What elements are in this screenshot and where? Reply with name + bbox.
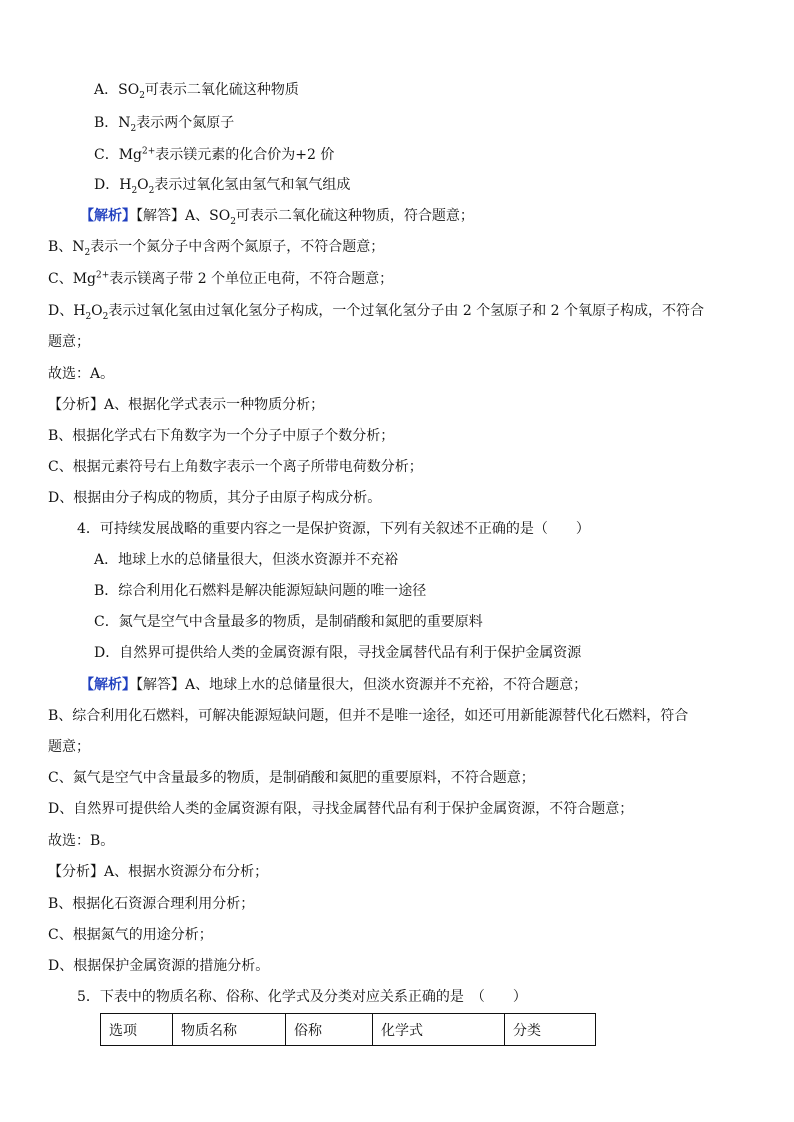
q4-stem: 4．可持续发展战略的重要内容之一是保护资源，下列有关叙述不正确的是（ ） [77, 521, 590, 537]
q3-analysis-a: 【分析】A、根据化学式表示一种物质分析； [48, 397, 325, 413]
jieda-tag: 【解答】 [136, 677, 185, 693]
jiexi-tag: 【解析】 [80, 208, 136, 224]
q3-option-b: B．$N_2$表示两个氮原子 [94, 115, 235, 134]
q4-solution-line-b-cont: 题意； [48, 739, 90, 755]
q4-answer: 故选：B。 [48, 833, 115, 849]
q4-option-a: A．地球上水的总储量很大，但淡水资源并不充裕 [94, 552, 399, 568]
q4-analysis-d: D、根据保护金属资源的措施分析。 [48, 958, 270, 974]
q5-stem: 5．下表中的物质名称、俗称、化学式及分类对应关系正确的是 （ ） [77, 989, 527, 1005]
q3-solution-line-d-cont: 题意； [48, 334, 90, 350]
q3-analysis-b: B、根据化学式右下角数字为一个分子中原子个数分析； [48, 428, 395, 444]
q4-option-d: D．自然界可提供给人类的金属资源有限，寻找金属替代品有利于保护金属资源 [94, 645, 582, 661]
q4-solution-line-a: 【解析】【解答】A、地球上水的总储量很大，但淡水资源并不充裕，不符合题意； [80, 677, 588, 693]
jiexi-tag: 【解析】 [80, 677, 136, 693]
q3-answer: 故选：A。 [48, 366, 115, 382]
q4-solution-line-c: C、氮气是空气中含量最多的物质，是制硝酸和氮肥的重要原料，不符合题意； [48, 770, 535, 786]
q4-analysis-a: 【分析】A、根据水资源分布分析； [48, 864, 269, 880]
table-header-cell: 物质名称 [173, 1014, 286, 1046]
q4-option-b: B．综合利用化石燃料是解决能源短缺问题的唯一途径 [94, 583, 427, 599]
q4-option-c: C．氮气是空气中含量最多的物质，是制硝酸和氮肥的重要原料 [94, 614, 483, 630]
analysis-tag: 【分析】 [48, 864, 104, 880]
table-header-cell: 分类 [505, 1014, 596, 1046]
q4-solution-line-b: B、综合利用化石燃料，可解决能源短缺问题，但并不是唯一途径，如还可用新能源替代化石燃料，符合 [48, 708, 689, 724]
q3-solution-line-c: C、$Mg^{2+}$表示镁离子带 2 个单位正电荷，不符合题意； [48, 270, 394, 287]
q4-solution-line-d: D、自然界可提供给人类的金属资源有限，寻找金属替代品有利于保护金属资源，不符合题意； [48, 801, 634, 817]
q3-solution-line-b: B、$N_2$表示一个氮分子中含两个氮原子，不符合题意； [48, 239, 385, 258]
q4-analysis-c: C、根据氮气的用途分析； [48, 927, 213, 943]
q3-solution-line-d: D、$H_2O_2$表示过氧化氢由过氧化氢分子构成，一个过氧化氢分子由 2 个氢原子和 2 个氧原子构成，不符合 [48, 303, 705, 322]
table-header-cell: 选项 [101, 1014, 173, 1046]
table-header-cell: 俗称 [286, 1014, 373, 1046]
q3-option-d: D．$H_2O_2$表示过氧化氢由氢气和氧气组成 [94, 177, 351, 196]
table-header-cell: 化学式 [373, 1014, 505, 1046]
analysis-tag: 【分析】 [48, 397, 104, 413]
q3-option-a: A．$SO_2$可表示二氧化硫这种物质 [94, 82, 299, 101]
jieda-tag: 【解答】 [136, 208, 185, 224]
q4-analysis-b: B、根据化石资源合理利用分析； [48, 896, 255, 912]
table-header-row [101, 1014, 596, 1046]
q3-solution-line-a: 【解析】【解答】A、$SO_2$可表示二氧化硫这种物质，符合题意； [80, 208, 474, 227]
q5-table [100, 1013, 596, 1046]
q3-option-c: C．$Mg^{2+}$表示镁元素的化合价为+2 价 [94, 146, 335, 163]
q3-analysis-c: C、根据元素符号右上角数字表示一个离子所带电荷数分析； [48, 459, 423, 475]
q3-analysis-d: D、根据由分子构成的物质，其分子由原子构成分析。 [48, 490, 382, 506]
